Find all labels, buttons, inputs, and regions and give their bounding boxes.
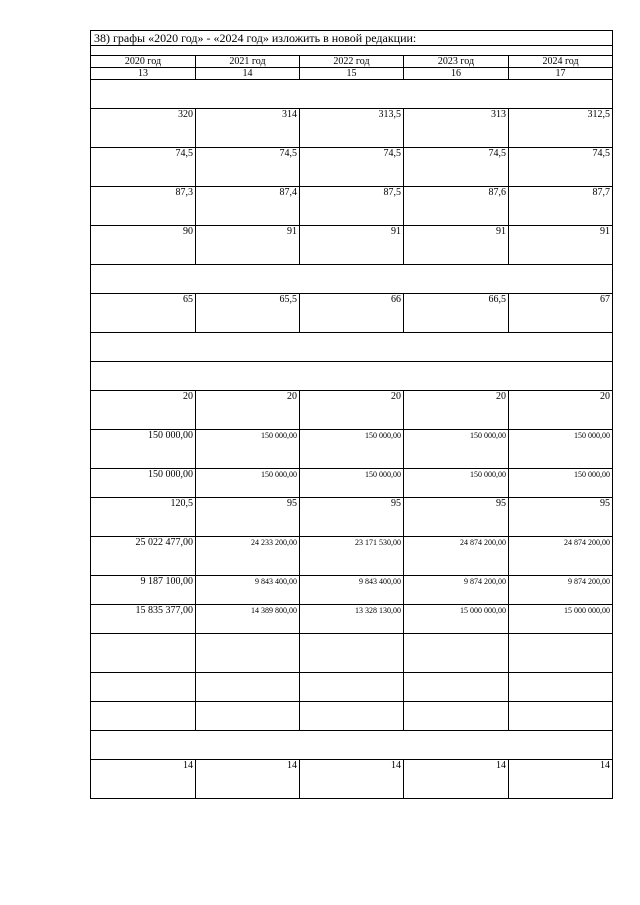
table-cell: 74,5 [509,148,613,187]
table-cell: 312,5 [509,109,613,148]
table-cell: 67 [509,294,613,333]
table-cell: 320 [91,109,196,148]
table-cell: 91 [404,226,509,265]
table-cell: 74,5 [196,148,300,187]
table-cell: 120,5 [91,498,196,537]
section-row [91,333,613,362]
table-cell [300,673,404,702]
table-cell: 24 874 200,00 [404,537,509,576]
table-cell: 24 874 200,00 [509,537,613,576]
table-cell: 150 000,00 [300,469,404,498]
section-row [91,362,613,391]
section-cell [91,731,613,760]
table-cell: 24 233 200,00 [196,537,300,576]
column-header: 2022 год [300,56,404,68]
table-row [91,537,613,576]
document-page [90,30,612,799]
table-cell: 13 328 130,00 [300,605,404,634]
table-row [91,109,613,148]
table-cell [300,702,404,731]
table-cell: 20 [196,391,300,430]
table-cell: 87,7 [509,187,613,226]
table-cell: 150 000,00 [300,430,404,469]
table-cell [196,673,300,702]
table-cell [404,634,509,673]
table-row [91,702,613,731]
table-cell: 9 874 200,00 [404,576,509,605]
table-cell: 74,5 [404,148,509,187]
section-row [91,80,613,109]
table-cell: 66,5 [404,294,509,333]
table-cell: 95 [404,498,509,537]
table-cell: 87,5 [300,187,404,226]
table-cell: 95 [196,498,300,537]
table-cell: 150 000,00 [196,430,300,469]
table-cell: 87,3 [91,187,196,226]
table-cell: 313,5 [300,109,404,148]
table-cell: 15 000 000,00 [404,605,509,634]
table-cell [509,673,613,702]
section-cell [91,265,613,294]
table-cell: 313 [404,109,509,148]
table-cell: 23 171 530,00 [300,537,404,576]
table-row [91,760,613,799]
table-row [91,391,613,430]
table-cell: 20 [300,391,404,430]
data-table [90,30,613,799]
table-cell: 150 000,00 [404,469,509,498]
column-number-row [91,68,613,80]
table-cell: 90 [91,226,196,265]
table-cell: 20 [91,391,196,430]
table-cell [91,634,196,673]
column-number: 16 [404,68,509,80]
table-cell: 9 843 400,00 [300,576,404,605]
section-row [91,265,613,294]
table-cell: 95 [509,498,613,537]
table-cell [300,634,404,673]
column-header: 2021 год [196,56,300,68]
table-cell: 150 000,00 [404,430,509,469]
column-number: 17 [509,68,613,80]
table-cell: 20 [509,391,613,430]
table-cell: 74,5 [300,148,404,187]
table-cell: 66 [300,294,404,333]
column-number: 13 [91,68,196,80]
table-row [91,605,613,634]
table-row [91,673,613,702]
table-cell: 87,4 [196,187,300,226]
table-cell: 9 187 100,00 [91,576,196,605]
table-cell: 95 [300,498,404,537]
table-cell: 9 843 400,00 [196,576,300,605]
table-cell: 150 000,00 [196,469,300,498]
column-header: 2020 год [91,56,196,68]
table-cell: 314 [196,109,300,148]
table-row [91,576,613,605]
table-title: 38) графы «2020 год» - «2024 год» изложить в новой редакции: [91,31,613,46]
table-cell: 65,5 [196,294,300,333]
table-cell: 25 022 477,00 [91,537,196,576]
table-cell [509,634,613,673]
header-row [91,56,613,68]
table-cell: 9 874 200,00 [509,576,613,605]
table-row [91,498,613,537]
section-cell [91,80,613,109]
table-cell: 14 [91,760,196,799]
table-cell: 14 [196,760,300,799]
table-cell: 150 000,00 [509,430,613,469]
table-cell: 91 [196,226,300,265]
table-cell: 87,6 [404,187,509,226]
section-row [91,731,613,760]
table-cell: 74,5 [91,148,196,187]
table-cell [196,634,300,673]
table-cell: 65 [91,294,196,333]
table-cell [91,673,196,702]
table-cell: 150 000,00 [509,469,613,498]
column-header: 2023 год [404,56,509,68]
table-row [91,469,613,498]
column-header: 2024 год [509,56,613,68]
spacer-cell [91,46,613,56]
table-cell [509,702,613,731]
table-cell: 91 [509,226,613,265]
table-cell [91,702,196,731]
table-cell: 15 835 377,00 [91,605,196,634]
spacer-row [91,46,613,56]
table-cell: 14 389 800,00 [196,605,300,634]
section-cell [91,333,613,362]
table-row [91,226,613,265]
table-cell: 91 [300,226,404,265]
table-cell [404,673,509,702]
table-row [91,148,613,187]
section-cell [91,362,613,391]
column-number: 14 [196,68,300,80]
table-row [91,634,613,673]
table-cell: 150 000,00 [91,430,196,469]
table-cell: 150 000,00 [91,469,196,498]
table-row [91,187,613,226]
table-cell: 14 [300,760,404,799]
table-row [91,294,613,333]
column-number: 15 [300,68,404,80]
table-cell: 20 [404,391,509,430]
table-row [91,430,613,469]
table-cell: 15 000 000,00 [509,605,613,634]
table-cell [404,702,509,731]
table-cell [196,702,300,731]
table-cell: 14 [509,760,613,799]
title-row [91,31,613,46]
table-cell: 14 [404,760,509,799]
